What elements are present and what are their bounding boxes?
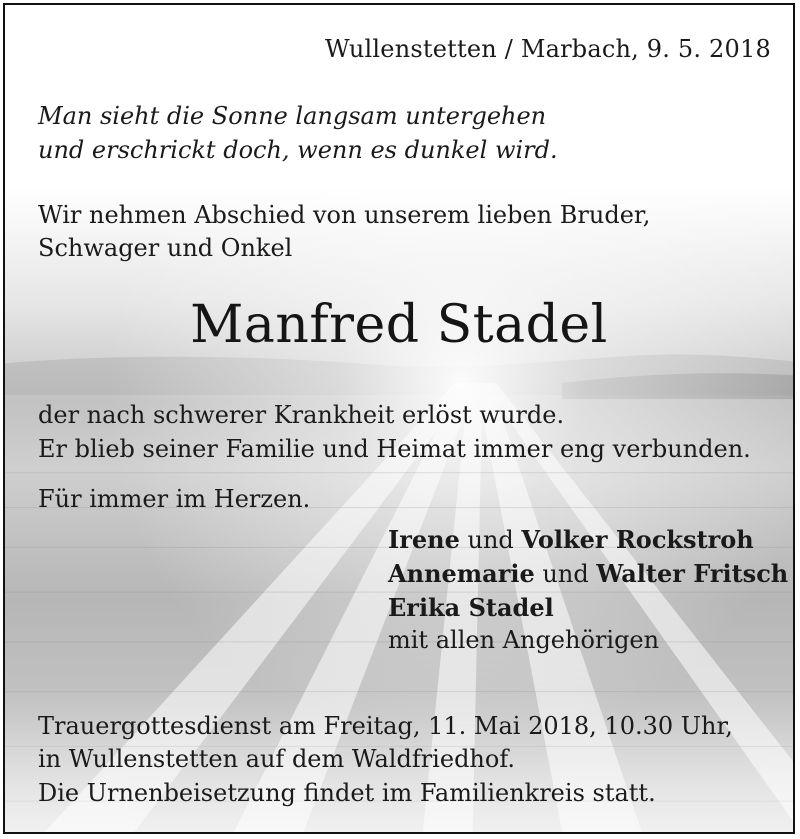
mourner-first-name: Annemarie: [388, 559, 535, 588]
body-line-2: Er blieb seiner Familie und Heimat immer eng verbunden.: [38, 435, 751, 463]
farewell-line: Für immer im Herzen.: [38, 485, 311, 513]
service-line-2: in Wullenstetten auf dem Waldfriedhof.: [38, 745, 515, 773]
obituary-notice: [3, 3, 795, 834]
family-row-2: [388, 559, 788, 588]
mourner-first-name: Irene: [388, 525, 460, 554]
service-line-1: Trauergottesdienst am Freitag, 11. Mai 2018, 10.30 Uhr,: [38, 712, 733, 740]
mourner-second-name: Volker Rockstroh: [521, 525, 754, 554]
family-row-3: Erika Stadel: [388, 593, 554, 622]
body-line-1: der nach schwerer Krankheit erlöst wurde.: [38, 401, 565, 429]
mourner-second-name: Walter Fritsch: [596, 559, 789, 588]
deceased-name: Manfred Stadel: [190, 295, 608, 355]
poem-line-2: und erschrickt doch, wenn es dunkel wird.: [38, 136, 558, 164]
location-date: Wullenstetten / Marbach, 9. 5. 2018: [325, 35, 771, 63]
intro-line-2: Schwager und Onkel: [38, 234, 293, 262]
family-row-4: mit allen Angehörigen: [388, 626, 660, 654]
connector: und: [467, 526, 514, 554]
poem-line-1: Man sieht die Sonne langsam untergehen: [38, 102, 547, 130]
connector: und: [542, 560, 589, 588]
intro-line-1: Wir nehmen Abschied von unserem lieben Bruder,: [38, 201, 651, 229]
family-row-1: [388, 525, 754, 554]
service-line-3: Die Urnenbeisetzung findet im Familienkreis statt.: [38, 779, 656, 807]
